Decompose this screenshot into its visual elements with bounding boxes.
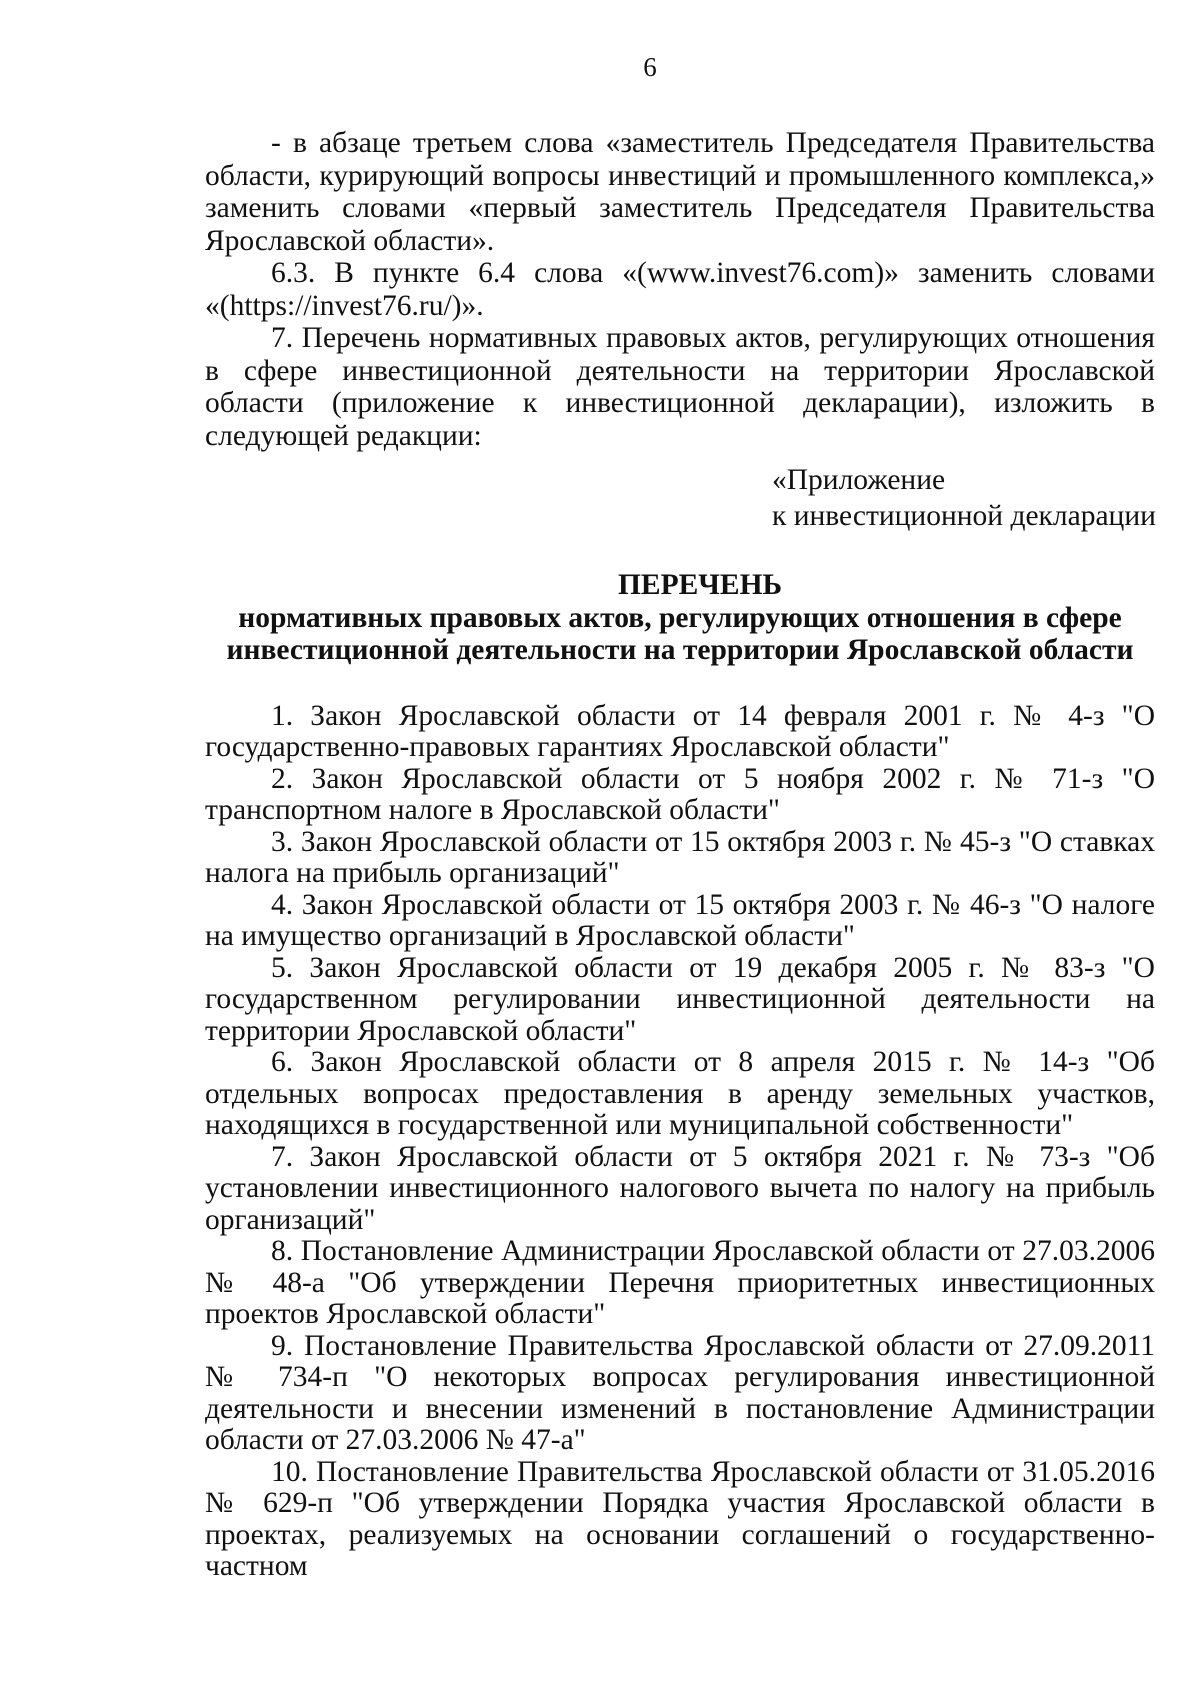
list-item: 1. Закон Ярославской области от 14 февраля 2001 г. № 4-з "О государственно-правовых гарантиях Ярославской области" bbox=[205, 699, 1155, 763]
list-item: 9. Постановление Правительства Ярославской области от 27.09.2011 № 734-п "О некоторых вопросах регулирования инвестиционной деятельности и внесении изменений в постановление Администрации области от 27.03.2006 № 47-а" bbox=[205, 1329, 1155, 1456]
list-item: 10. Постановление Правительства Ярославской области от 31.05.2016 № 629-п "Об утверждении Порядка участия Ярославской области в проектах, реализуемых на основании соглашений о государственно-частном bbox=[205, 1455, 1155, 1582]
paragraph-replace-deputy-title: - в абзаце третьем слова «заместитель Председателя Правительства области, курирующий вопросы инвестиций и промышленного комплекса,» заменить словами «первый заместитель Председателя Правительства Ярославской области». bbox=[205, 127, 1155, 257]
page-number: 6 bbox=[643, 52, 657, 82]
appendix-line-1: «Приложение bbox=[772, 464, 946, 496]
list-item: 4. Закон Ярославской области от 15 октября 2003 г. № 46-з "О налоге на имущество организаций в Ярославской области" bbox=[205, 888, 1155, 952]
paragraph-7: 7. Перечень нормативных правовых актов, регулирующих отношения в сфере инвестиционной деятельности на территории Ярославской области (приложение к инвестиционной декларации), изложить в следующей редакции: bbox=[205, 322, 1155, 452]
list-item: 3. Закон Ярославской области от 15 октября 2003 г. № 45-з "О ставках налога на прибыль организаций" bbox=[205, 825, 1155, 889]
list-item: 5. Закон Ярославской области от 19 декабря 2005 г. № 83-з "О государственном регулировании инвестиционной деятельности на территории Ярославской области" bbox=[205, 951, 1155, 1047]
paragraph-6-3: 6.3. В пункте 6.4 слова «(www.invest76.com)» заменить словами «(https://invest76.ru/)». bbox=[205, 257, 1155, 322]
list-item: 8. Постановление Администрации Ярославской области от 27.03.2006 № 48-а "Об утверждении Перечня приоритетных инвестиционных проектов Ярославской области" bbox=[205, 1235, 1155, 1330]
appendix-line-2: к инвестиционной декларации bbox=[772, 500, 1156, 532]
list-title-subtitle-line-2: инвестиционной деятельности на территории Ярославской области bbox=[226, 634, 1134, 666]
list-item: 7. Закон Ярославской области от 5 октября 2021 г. № 73-з "Об установлении инвестиционного налогового вычета по налогу на прибыль организаций" bbox=[205, 1140, 1155, 1236]
list-title-main: ПЕРЕЧЕНЬ bbox=[617, 569, 783, 601]
list-item: 2. Закон Ярославской области от 5 ноября 2002 г. № 71-з "О транспортном налоге в Ярославской области" bbox=[205, 762, 1155, 826]
list-title bbox=[205, 569, 1155, 667]
appendix-label bbox=[772, 462, 1155, 534]
list-title-subtitle-line-1: нормативных правовых актов, регулирующих отношения в сфере bbox=[238, 601, 1122, 634]
legal-acts-list bbox=[205, 701, 1155, 1583]
list-item: 6. Закон Ярославской области от 8 апреля 2015 г. № 14-з "Об отдельных вопросах предоставления в аренду земельных участков, находящихся в государственной или муниципальной собственности" bbox=[205, 1046, 1155, 1141]
document-body bbox=[205, 127, 1155, 1583]
